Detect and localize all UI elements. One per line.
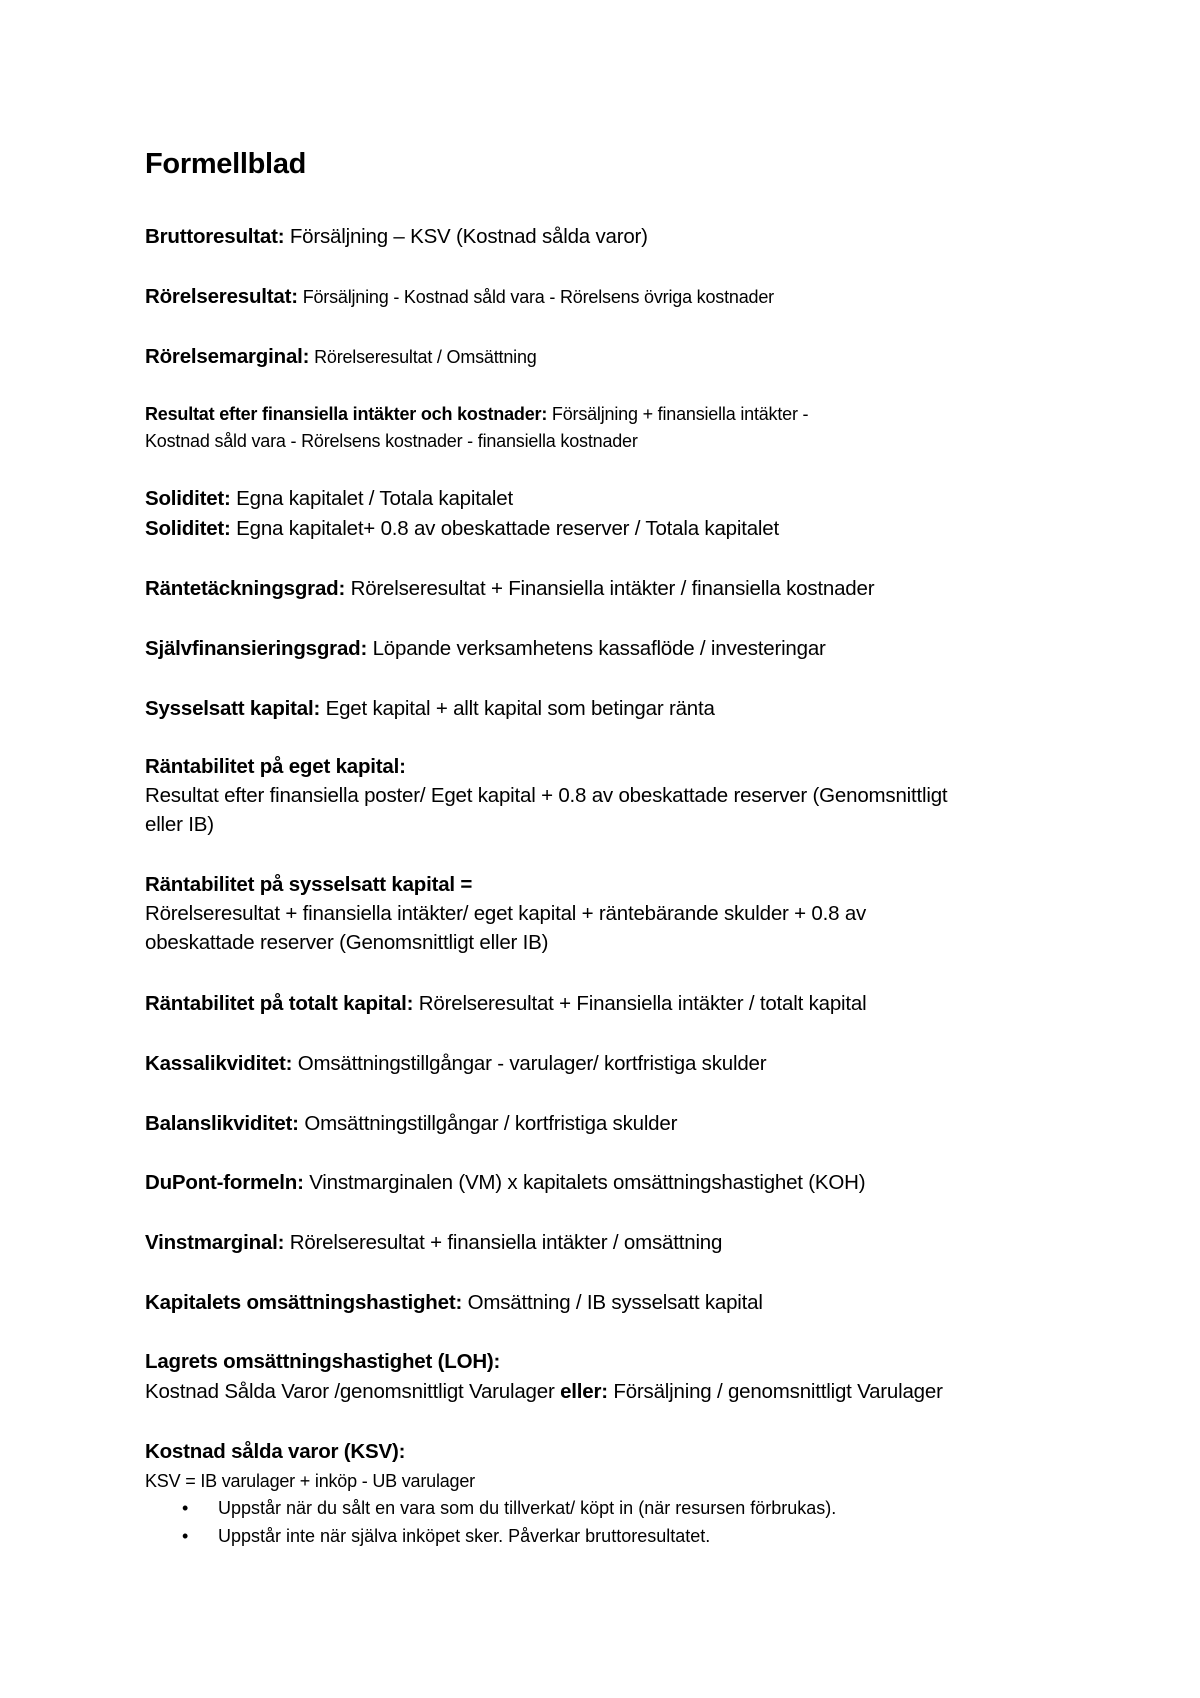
formula-text: Egna kapitalet / Totala kapitalet [230,487,513,510]
formula-label: Soliditet: [145,517,231,540]
formula-resultat-efter-finansiella [145,404,808,425]
formula-text: Eget kapital + allt kapital som betingar ränta [320,697,715,720]
formula-label: Räntetäckningsgrad: [145,577,346,600]
formula-kassalikviditet [145,1052,766,1076]
formula-sjalvfinansieringsgrad [145,637,826,661]
formula-label: Rörelsemarginal: [145,345,310,368]
formula-label: Rörelseresultat: [145,285,298,308]
formula-text-part: eller: [560,1380,608,1403]
formula-label: Vinstmarginal: [145,1231,285,1254]
formula-vinstmarginal [145,1231,722,1255]
formula-text: Omsättningstillgångar / kortfristiga skulder [298,1112,678,1135]
formula-text: Löpande verksamhetens kassaflöde / investeringar [367,637,826,660]
formula-text-part: Kostnad Sålda Varor /genomsnittligt Varulager [145,1380,561,1403]
formula-text: Rörelseresultat + Finansiella intäkter / finansiella kostnader [345,577,875,600]
formula-label: Självfinansieringsgrad: [145,637,368,660]
formula-text: Rörelseresultat + Finansiella intäkter / totalt kapital [413,992,867,1015]
formula-text: Försäljning - Kostnad såld vara - Rörelsens övriga kostnader [297,287,774,307]
formula-lagrets-omsattningshastighet [145,1350,500,1374]
list-item: Uppstår inte när själva inköpet sker. Påverkar bruttoresultatet. [218,1526,711,1546]
formula-label: Resultat efter finansiella intäkter och kostnader: [145,404,548,424]
formula-kostnad-salda-varor [145,1440,405,1464]
formula-sysselsatt-kapital [145,697,715,721]
formula-label: DuPont-formeln: [145,1171,304,1194]
formula-text: Rörelseresultat / Omsättning [309,347,537,367]
formula-text: Rörelseresultat + finansiella intäkter / omsättning [284,1231,723,1254]
formula-rantabilitet-sysselsatt-kapital [145,873,472,897]
formula-kapitalets-omsattningshastighet [145,1291,763,1315]
bullet-icon: • [182,1498,189,1518]
list-item: Uppstår när du sålt en vara som du tillverkat/ köpt in (när resursen förbrukas). [218,1498,837,1518]
bullet-icon: • [182,1526,189,1546]
formula-text: Egna kapitalet+ 0.8 av obeskattade reserver / Totala kapitalet [230,517,779,540]
formula-text: Resultat efter finansiella poster/ Eget kapital + 0.8 av obeskattade reserver (Genomsnittligt [145,784,948,807]
formula-text-part: Försäljning / genomsnittligt Varulager [607,1380,943,1403]
formula-label: Lagrets omsättningshastighet (LOH): [145,1350,501,1373]
formula-rorelsemarginal [145,345,537,369]
formula-label: Balanslikviditet: [145,1112,299,1135]
formula-label: Kostnad sålda varor (KSV): [145,1440,406,1463]
formula-text: Omsättning / IB sysselsatt kapital [462,1291,763,1314]
formula-text [145,1380,943,1404]
formula-rorelseresultat [145,285,774,309]
formula-label: Bruttoresultat: [145,225,285,248]
formula-soliditet-1 [145,487,513,511]
page-title: Formellblad [145,148,307,180]
formula-text: Försäljning – KSV (Kostnad sålda varor) [284,225,648,248]
formula-label: Kapitalets omsättningshastighet: [145,1291,463,1314]
formula-text: Omsättningstillgångar - varulager/ kortfristiga skulder [292,1052,767,1075]
formula-rantabilitet-eget-kapital [145,755,406,779]
formula-label: Sysselsatt kapital: [145,697,321,720]
formula-text: Rörelseresultat + finansiella intäkter/ eget kapital + räntebärande skulder + 0.8 av [145,902,867,925]
formula-text: Vinstmarginalen (VM) x kapitalets omsättningshastighet (KOH) [303,1171,866,1194]
formula-label: Räntabilitet på totalt kapital: [145,992,414,1015]
formula-rantetackningsgrad [145,577,874,601]
formula-text: Försäljning + finansiella intäkter - [547,404,809,424]
formula-text-continued: Kostnad såld vara - Rörelsens kostnader - finansiella kostnader [145,431,638,451]
formula-text-continued: obeskattade reserver (Genomsnittligt eller IB) [145,931,549,954]
formula-text-continued: eller IB) [145,813,214,836]
formula-dupont [145,1171,865,1195]
formula-soliditet-2 [145,517,779,541]
formula-label: Kassalikviditet: [145,1052,293,1075]
formula-text: KSV = IB varulager + inköp - UB varulager [145,1471,475,1491]
formula-balanslikviditet [145,1112,677,1136]
formula-bruttoresultat [145,225,648,249]
formula-label: Räntabilitet på eget kapital: [145,755,406,778]
formula-rantabilitet-totalt-kapital [145,992,866,1016]
formula-label: Räntabilitet på sysselsatt kapital = [145,873,473,896]
formula-label: Soliditet: [145,487,231,510]
